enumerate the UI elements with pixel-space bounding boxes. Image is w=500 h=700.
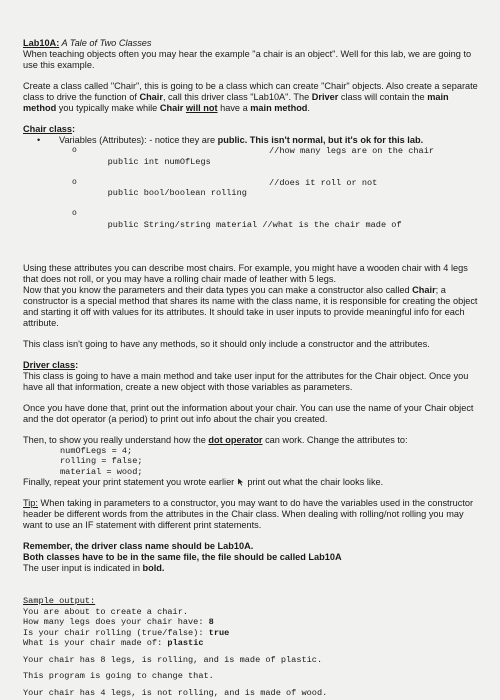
create-underline-5: will not xyxy=(185,103,218,113)
create-paragraph xyxy=(23,81,481,114)
attribute-item xyxy=(23,178,481,210)
intro-paragraph: When teaching objects often you may hear the example "a chair is an object". Well for this lab, we are going to use this example. xyxy=(23,49,472,70)
cursor-icon xyxy=(237,478,245,486)
create-bold-2: Driver xyxy=(311,92,339,102)
finally-text-1: Finally, repeat your print statement you wrote earlier xyxy=(23,477,235,487)
sample-line-text: You are about to create a chair. xyxy=(23,606,189,617)
sample-line xyxy=(23,638,481,649)
remember-line-3 xyxy=(23,563,481,574)
code-line: material = wood; xyxy=(60,466,143,477)
sample-line-text: What is your chair made of: xyxy=(23,638,168,648)
create-text-6: have a xyxy=(217,103,251,113)
using-paragraph-1: Using these attributes you can describe most chairs. For example, you might have a wooden chair with 4 legs that does not roll, or you may have a rolling chair made of leather with 5 legs. xyxy=(23,262,468,284)
attribute-code: public bool/boolean rolling xyxy=(107,188,247,198)
sample-result-2: This program is going to change that. xyxy=(23,671,214,681)
finally-text-2: print out what the chair looks like. xyxy=(244,477,384,487)
sample-output-heading: Sample output: xyxy=(23,596,96,606)
sample-result-3: Your chair has 4 legs, is not rolling, and is made of wood. xyxy=(23,687,328,698)
create-text-1: Create a class called "Chair", this is going to be a class which can create "Chair" objects. Also create a separate class to drive the function of xyxy=(23,81,478,102)
tip-text: When taking in parameters to a constructor, you may want to do have the variables used in the constructor header be different words from the attributes in the Chair class. When dealing with rolling/not rolling you may want to use an IF statement with different print statements. xyxy=(23,498,474,530)
attribute-comment: //does it roll or not xyxy=(269,177,378,188)
sample-output xyxy=(23,596,481,698)
attribute-item xyxy=(23,209,481,241)
driver-class-heading xyxy=(23,360,481,371)
create-bold-1: Chair xyxy=(139,92,163,102)
attribute-item xyxy=(23,146,481,178)
variables-bold: public. This isn't normal, but it's ok for this lab. xyxy=(217,135,424,145)
document-page xyxy=(23,38,481,698)
sample-line-input: 8 xyxy=(208,617,214,627)
bullet-icon: • xyxy=(37,135,41,145)
finally-paragraph xyxy=(23,477,481,488)
using-text-3: ; a constructor is a special method that shares its name with the class name, it is responsible for creating the object and starting it off with values for its attributes. It should take in user inputs to provide meaningful info for each attribute. xyxy=(23,284,478,328)
create-text-4: you typically make while xyxy=(56,103,160,113)
remember-line-2: Both classes have to be in the same file, the file should be called Lab10A xyxy=(23,552,342,562)
attribute-code: public String/string material //what is the chair made of xyxy=(107,219,402,230)
no-methods-paragraph: This class isn't going to have any methods, so it should only include a constructor and the attributes. xyxy=(23,338,430,349)
attribute-comment: //how many legs are on the chair xyxy=(269,146,435,156)
sample-line xyxy=(23,628,481,639)
sample-line-input: plastic xyxy=(167,638,204,648)
driver-class-heading-text: Driver class xyxy=(23,359,76,370)
driver-class-paragraph: This class is going to have a main method and take user input for the attributes for the Chair object. Once you have all that information, create a new object with those variables as parameters. xyxy=(23,370,469,392)
using-text-2: Now that you know the parameters and their data types you can make a constructor also called xyxy=(23,284,413,295)
chair-class-heading-colon: : xyxy=(72,124,76,134)
variables-bullet xyxy=(23,135,481,146)
create-text-2: , call this driver class "Lab10A". The xyxy=(162,92,312,102)
chair-class-heading xyxy=(23,124,481,135)
tip-paragraph xyxy=(23,498,481,531)
lab-title-label: Lab10A: xyxy=(23,38,60,48)
lab-title xyxy=(23,38,481,49)
circle-bullet-icon: o xyxy=(72,209,77,218)
circle-bullet-icon: o xyxy=(72,177,77,187)
remember-line-1: Remember, the driver class name should be Lab10A. xyxy=(23,541,254,551)
print-info-paragraph: Once you have done that, print out the information about your chair. You can use the name of your Chair object and the dot operator (a period) to print out info about the chair you created. xyxy=(23,402,474,424)
create-bold-4: Chair xyxy=(159,103,184,113)
sample-line-text: Is your chair rolling (true/false): xyxy=(23,627,209,638)
code-line: numOfLegs = 4; xyxy=(60,445,133,456)
create-bold-6: main method xyxy=(250,103,308,113)
dot-operator-text: dot operator xyxy=(208,434,263,445)
sample-line xyxy=(23,607,481,618)
circle-bullet-icon: o xyxy=(72,146,77,155)
sample-line xyxy=(23,617,481,628)
chair-class-heading-text: Chair class xyxy=(23,124,73,134)
sample-line-input: true xyxy=(208,627,230,638)
then-text-2: can work. Change the attributes to: xyxy=(262,434,408,445)
then-paragraph xyxy=(23,435,481,446)
attribute-code: public int numOfLegs xyxy=(107,156,211,167)
sample-line-text: How many legs does your chair have: xyxy=(23,617,209,627)
lab-title-subtitle: A Tale of Two Classes xyxy=(59,38,152,48)
tip-label: Tip: xyxy=(23,498,38,508)
sample-result-1: Your chair has 8 legs, is rolling, and is made of plastic. xyxy=(23,654,323,665)
using-bold-2: Chair xyxy=(412,284,436,295)
driver-class-heading-colon: : xyxy=(75,359,79,370)
using-paragraph-2 xyxy=(23,285,481,329)
code-line: rolling = false; xyxy=(60,456,143,466)
create-text-7: . xyxy=(307,103,310,113)
create-bold-3: main method xyxy=(23,92,449,113)
remember-text: The user input is indicated in xyxy=(23,563,143,573)
remember-bold: bold. xyxy=(142,563,165,573)
create-text-3: class will contain the xyxy=(338,92,428,102)
then-text-1: Then, to show you really understand how the xyxy=(23,434,209,445)
variables-text: Variables (Attributes): - notice they are xyxy=(59,135,218,145)
